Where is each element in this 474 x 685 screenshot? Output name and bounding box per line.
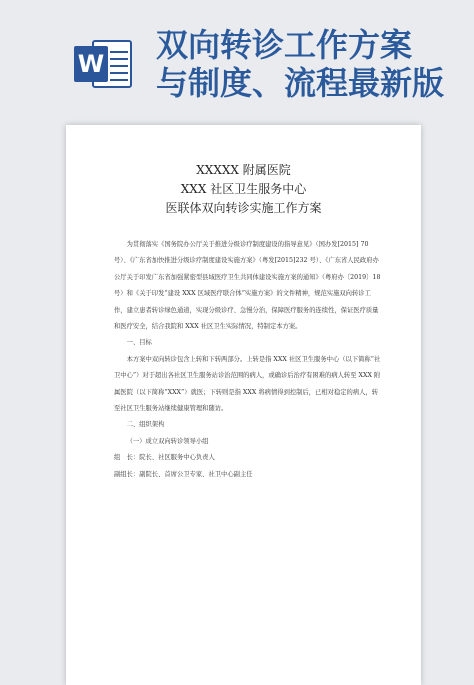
section-goal-title: 一、目标 — [126, 339, 152, 347]
banner-title-line1: 双向转诊工作方案 — [156, 26, 413, 64]
intro-paragraph: 为贯彻落实《国务院办公厅关于推进分级诊疗制度建设的指导意见》（国办发[2015] 70 号）、《广东省加快推进分级诊疗制度建设实施方案》（粤发[2015]232 号）、《广东省人民政府办公厅关于印发广东省加强紧密型县域医疗卫生共同体建设实施方案的通知》（粤府办〔2019〕18 号）和《关于印发“建设 XXX 区域医疗联合体”实施方案》的文件精神，规范实施双向转诊工作，建立患者转诊绿色通道，实现分级诊疗、急慢分治，保障医疗服务的连续性，保证医疗质量和医疗安全，结合我院和 XXX 社区卫生实际情况，特制定本方案。 — [114, 241, 381, 331]
leader-line: 组 长：院长、社区服务中心负责人 — [114, 454, 215, 462]
document-banner — [0, 0, 474, 112]
subsection-leading-group: （一）成立双向转诊领导小组 — [126, 437, 209, 445]
section-goal-text: 本方案中双向转诊包含上转和下转两部分。上转是指 XXX 社区卫生服务中心（以下简称“社卫中心”）对于超出各社区卫生服务站诊治范围的病人，或确诊后治疗有困难的病人转至 XXX 附属医院（以下简称“XXX”）就医；下转则是指 XXX 将病情得到控制后，已相对稳定的病人，转至社区卫生服务站继续健康管理和随访。 — [114, 355, 381, 413]
doc-heading-center: XXX 社区卫生服务中心 — [180, 182, 307, 196]
doc-heading-hospital: XXXXX 附属医院 — [196, 163, 291, 177]
deputy-line: 副组长：副院长、首席公卫专家、社卫中心副主任 — [114, 470, 253, 478]
word-letter: W — [74, 46, 108, 82]
section-org-title: 二、组织架构 — [126, 421, 165, 429]
document-body — [114, 237, 382, 483]
banner-title-line2: 与制度、流程最新版 — [156, 64, 445, 102]
document-page — [66, 125, 421, 685]
banner-title — [156, 26, 444, 102]
word-icon — [74, 34, 132, 92]
doc-heading-title: 医联体双向转诊实施工作方案 — [165, 201, 322, 215]
